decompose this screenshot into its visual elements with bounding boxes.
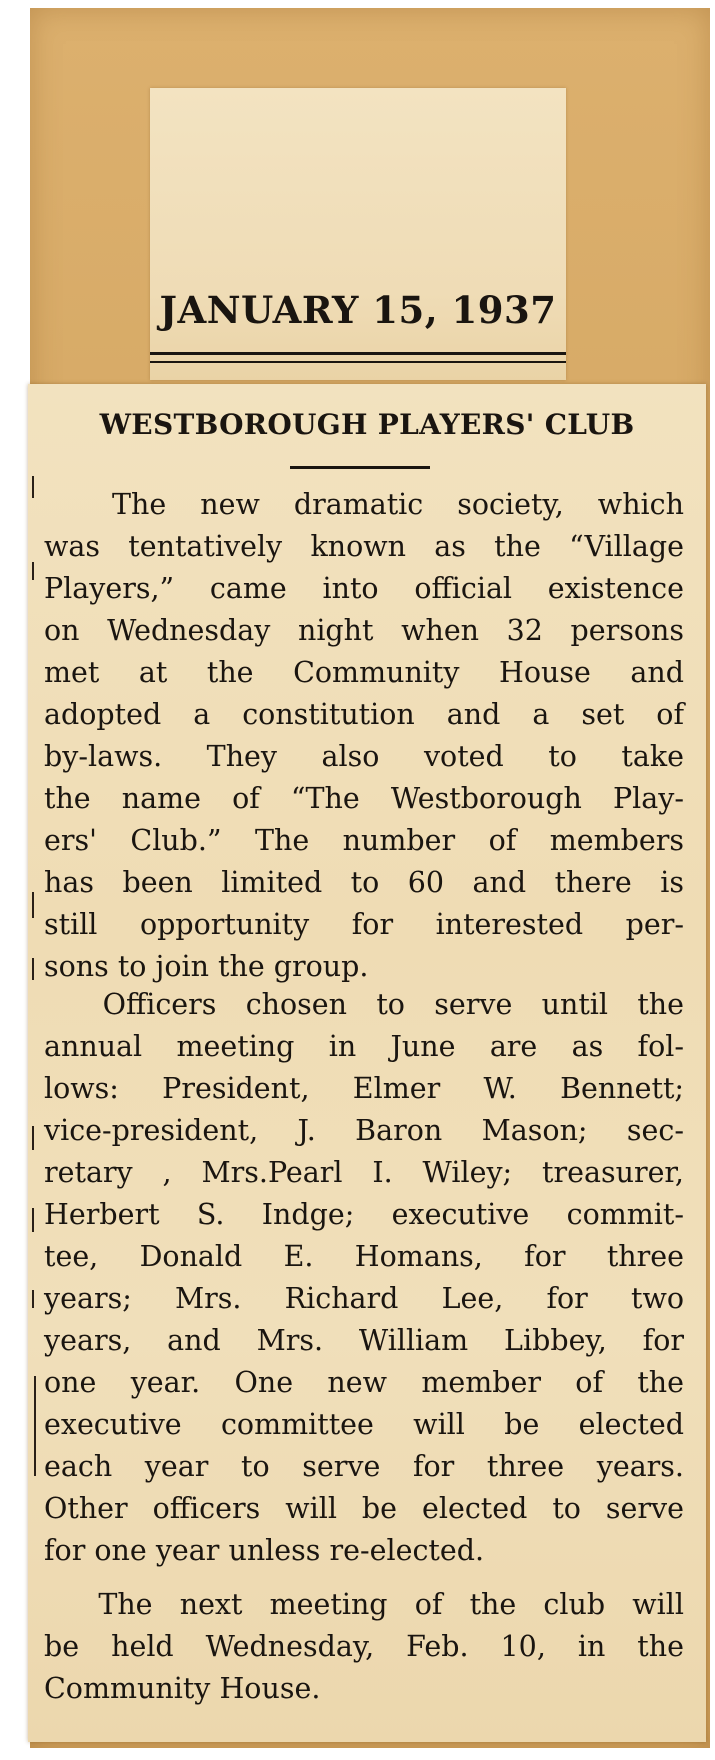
margin-mark bbox=[32, 562, 34, 580]
article-line: each year to serve for three years. bbox=[44, 1450, 684, 1483]
article-line: retary , Mrs.Pearl I. Wiley; treasurer, bbox=[44, 1156, 684, 1189]
article-line: The next meeting of the club will bbox=[44, 1588, 684, 1621]
clipping-date: JANUARY 15, 1937 bbox=[159, 288, 557, 332]
article-line: has been limited to 60 and there is bbox=[44, 866, 684, 899]
margin-mark bbox=[32, 1208, 34, 1232]
article-paragraph bbox=[44, 984, 684, 1572]
margin-mark bbox=[32, 1290, 34, 1308]
article-line: The new dramatic society, which bbox=[44, 488, 684, 521]
article-line: met at the Community House and bbox=[44, 656, 684, 689]
article-headline: WESTBOROUGH PLAYERS' CLUB bbox=[99, 408, 635, 441]
article-line: years, and Mrs. William Libbey, for bbox=[44, 1324, 684, 1357]
article-line: Herbert S. Indge; executive commit- bbox=[44, 1198, 684, 1231]
article-line: the name of “The Westborough Play- bbox=[44, 782, 684, 815]
article-line: sons to join the group. bbox=[44, 950, 369, 983]
article-line: on Wednesday night when 32 persons bbox=[44, 614, 684, 647]
article-paragraph bbox=[44, 1584, 684, 1710]
date-rule bbox=[150, 361, 566, 363]
article-line: was tentatively known as the “Village bbox=[44, 530, 684, 563]
date-rule bbox=[150, 352, 566, 355]
article-line: tee, Donald E. Homans, for three bbox=[44, 1240, 684, 1273]
article-line: years; Mrs. Richard Lee, for two bbox=[44, 1282, 684, 1315]
article-line: ers' Club.” The number of members bbox=[44, 824, 684, 857]
article-line: Officers chosen to serve until the bbox=[44, 988, 684, 1021]
headline-rule bbox=[290, 466, 430, 469]
article-line: for one year unless re-elected. bbox=[44, 1534, 485, 1567]
margin-mark bbox=[32, 476, 34, 498]
article-line: vice-president, J. Baron Mason; sec- bbox=[44, 1114, 684, 1147]
article-line: by-laws. They also voted to take bbox=[44, 740, 684, 773]
margin-mark bbox=[32, 958, 34, 980]
article-line: lows: President, Elmer W. Bennett; bbox=[44, 1072, 684, 1105]
article-line: Community House. bbox=[44, 1672, 321, 1705]
article-paragraph bbox=[44, 484, 684, 988]
article-line: one year. One new member of the bbox=[44, 1366, 684, 1399]
margin-mark bbox=[34, 1376, 36, 1476]
date-clipping bbox=[150, 88, 566, 380]
article-line: executive committee will be elected bbox=[44, 1408, 684, 1441]
margin-mark bbox=[32, 892, 34, 918]
article-line: Players,” came into official existence bbox=[44, 572, 684, 605]
article-line: be held Wednesday, Feb. 10, in the bbox=[44, 1630, 684, 1663]
article-line: adopted a constitution and a set of bbox=[44, 698, 684, 731]
article-line: annual meeting in June are as fol- bbox=[44, 1030, 684, 1063]
margin-mark bbox=[32, 1126, 34, 1150]
article-line: Other officers will be elected to serve bbox=[44, 1492, 684, 1525]
article-clipping bbox=[28, 384, 706, 1742]
article-line: still opportunity for interested per- bbox=[44, 908, 684, 941]
